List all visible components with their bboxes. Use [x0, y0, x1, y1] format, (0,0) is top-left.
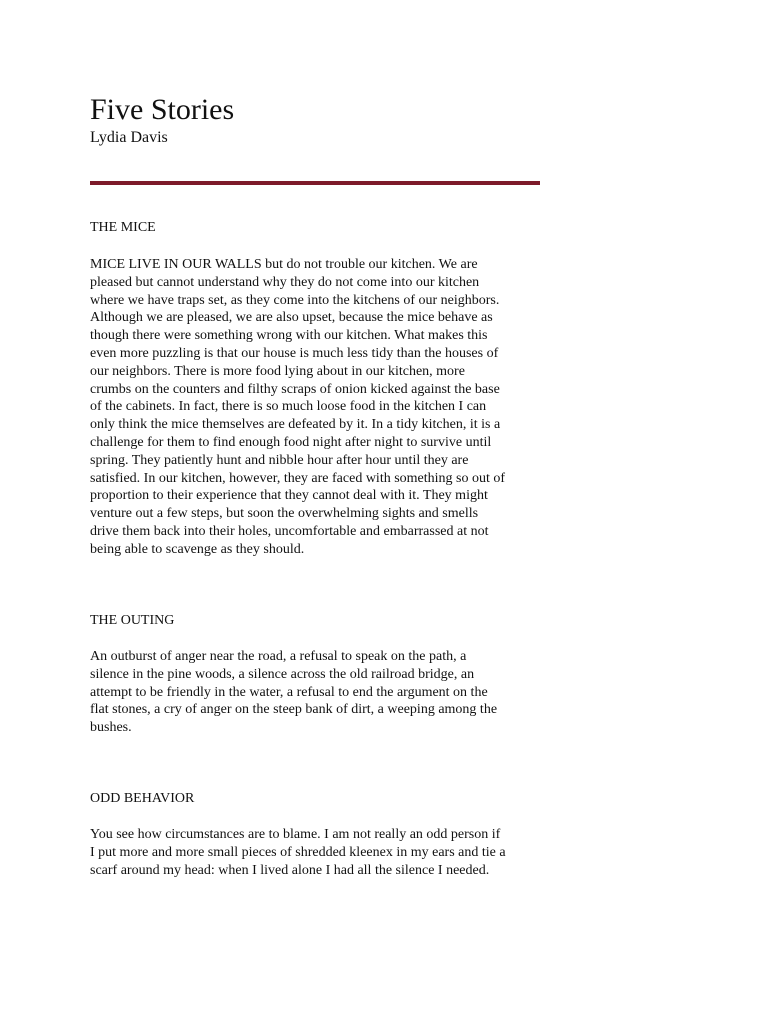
text-line: venture out a few steps, but soon the overwhelming sights and smells	[90, 506, 479, 522]
text-line: You see how circumstances are to blame. I am not really an odd person if	[90, 827, 501, 842]
section-heading-the-outing: THE OUTING	[90, 613, 175, 628]
text-line: Although we are pleased, we are also upset, because the mice behave as	[90, 310, 493, 326]
text-line: proportion to their experience that they cannot deal with it. They might	[90, 488, 488, 504]
text-line: crumbs on the counters and filthy scraps of onion kicked against the base	[90, 381, 500, 397]
text-line: An outburst of anger near the road, a refusal to speak on the path, a	[90, 649, 467, 664]
text-line: where we have traps set, as they come into the kitchens of our neighbors.	[90, 292, 500, 308]
text-line: bushes.	[90, 720, 132, 736]
document-title: Five Stories	[90, 93, 235, 126]
text-line: our neighbors. There is more food lying about in our kitchen, more	[90, 363, 465, 379]
text-line: MICE LIVE IN OUR WALLS but do not trouble our kitchen. We are	[90, 257, 478, 272]
section-body-the-mice	[90, 256, 542, 559]
section-body-odd-behavior	[90, 826, 542, 879]
text-line: being able to scavenge as they should.	[90, 541, 305, 557]
text-line: though there were something wrong with our kitchen. What makes this	[90, 328, 488, 344]
text-line: even more puzzling is that our house is much less tidy than the houses of	[90, 345, 499, 361]
text-line: flat stones, a cry of anger on the steep bank of dirt, a weeping among the	[90, 702, 498, 718]
text-line: silence in the pine woods, a silence across the old railroad bridge, an	[90, 666, 475, 682]
section-heading-the-mice: THE MICE	[90, 220, 156, 235]
text-line: of the cabinets. In fact, there is so much loose food in the kitchen I can	[90, 399, 487, 415]
text-line: challenge for them to find enough food night after night to survive until	[90, 434, 492, 450]
section-heading-odd-behavior: ODD BEHAVIOR	[90, 791, 195, 806]
text-line: I put more and more small pieces of shredded kleenex in my ears and tie a	[90, 844, 506, 860]
section-body-the-outing	[90, 648, 542, 737]
text-line: only think the mice themselves are defeated by it. In a tidy kitchen, it is a	[90, 417, 501, 433]
text-line: spring. They patiently hunt and nibble hour after hour until they are	[90, 452, 469, 468]
title-divider	[90, 181, 540, 185]
text-line: satisfied. In our kitchen, however, they are faced with something so out of	[90, 470, 506, 486]
text-line: attempt to be friendly in the water, a refusal to end the argument on the	[90, 684, 488, 700]
author-name: Lydia Davis	[90, 129, 168, 146]
text-line: pleased but cannot understand why they do not come into our kitchen	[90, 274, 480, 290]
text-line: scarf around my head: when I lived alone I had all the silence I needed.	[90, 862, 490, 878]
text-line: drive them back into their holes, uncomfortable and embarrassed at not	[90, 523, 489, 539]
